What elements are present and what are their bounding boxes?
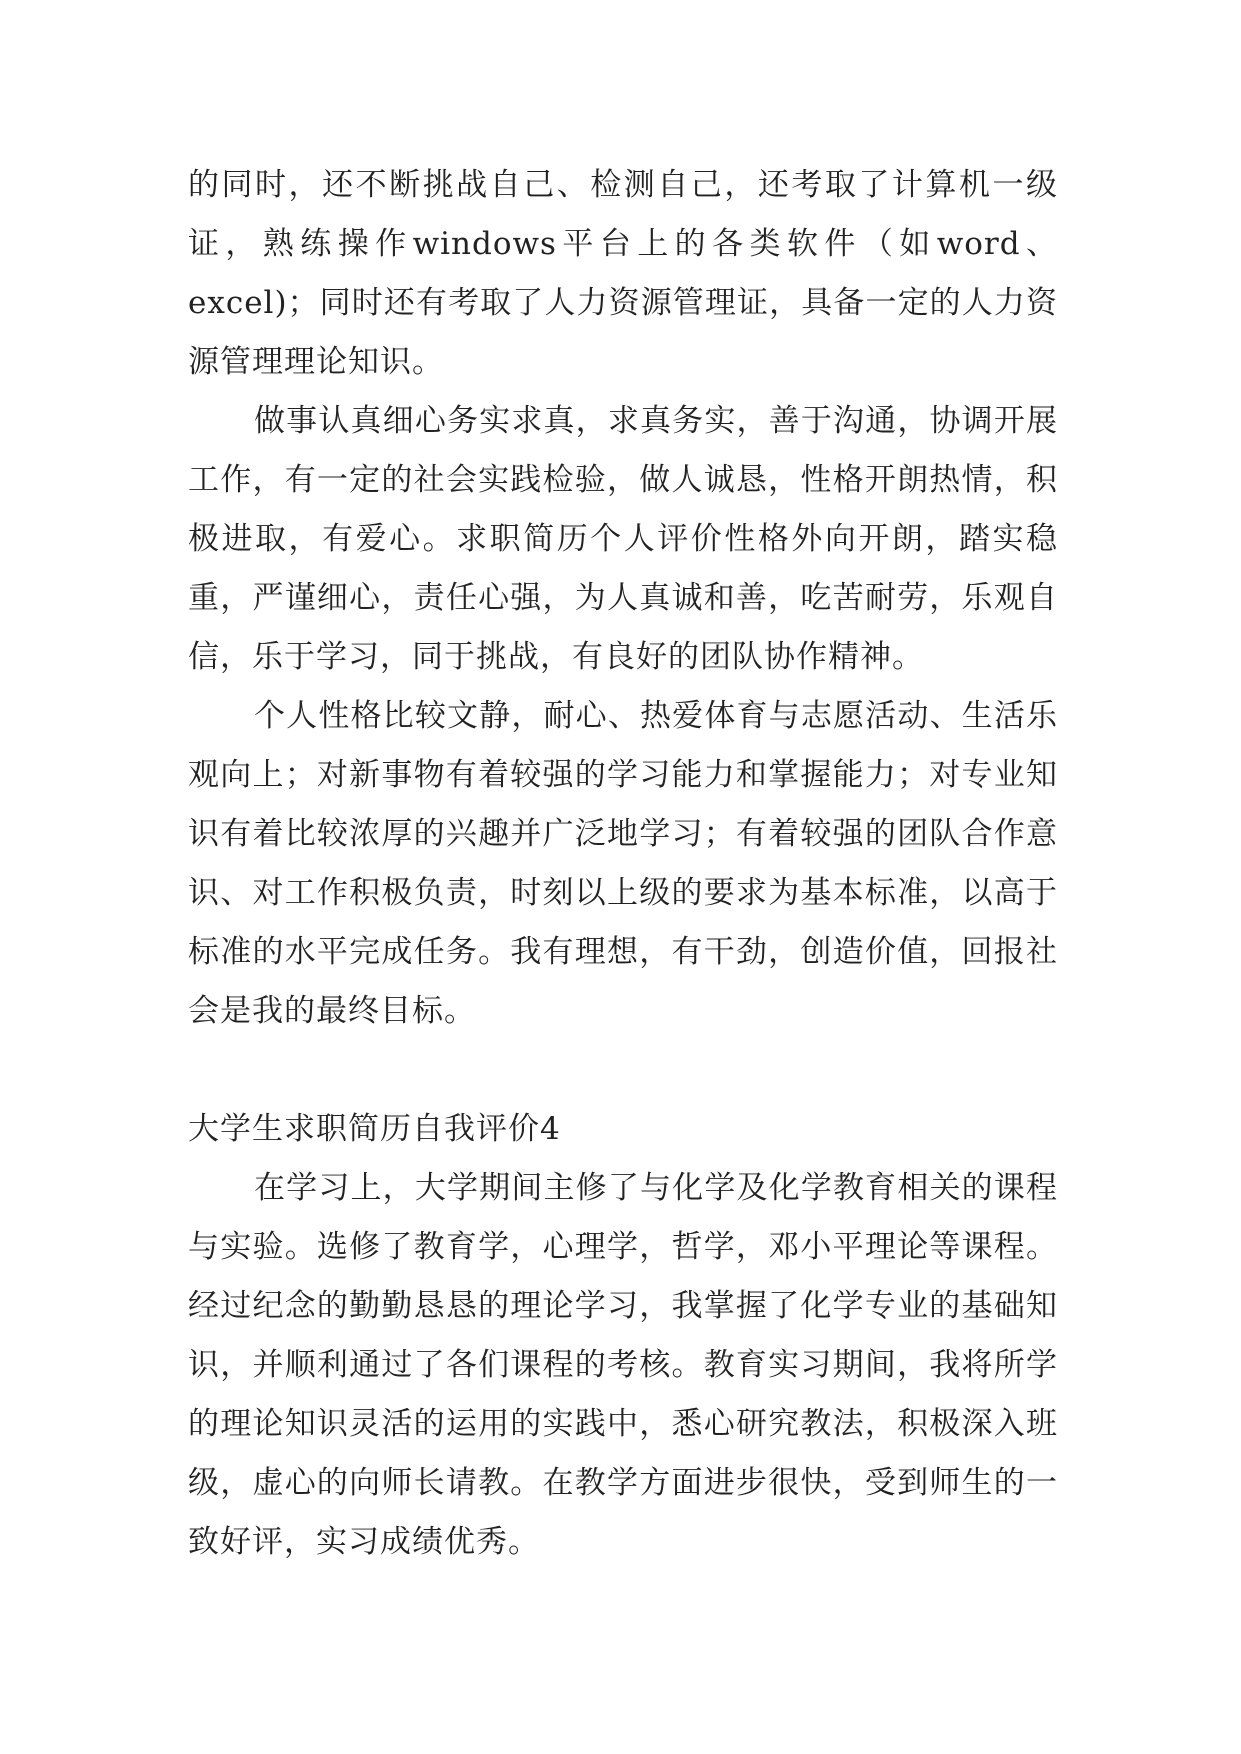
paragraph-study-internship: 在学习上，大学期间主修了与化学及化学教育相关的课程与实验。选修了教育学，心理学，哲学，邓小平理论等课程。经过纪念的勤勤恳恳的理论学习，我掌握了化学专业的基础知识，并顺利通过了各们课程的考核。教育实习期间，我将所学的理论知识灵活的运用的实践中，悉心研究教法，积极深入班级，虚心的向师长请教。在教学方面进步很快，受到师生的一致好评，实习成绩优秀。 [188, 1170, 1058, 1560]
paragraph-skills-certificates: 的同时，还不断挑战自己、检测自己，还考取了计算机一级证，熟练操作windows平台上的各类软件（如word、excel)；同时还有考取了人力资源管理证，具备一定的人力资源管理理论知识。 [188, 167, 1058, 380]
section-heading: 大学生求职简历自我评价4 [188, 1111, 561, 1147]
document-body [188, 156, 1058, 1572]
paragraph-work-attitude: 做事认真细心务实求真，求真务实，善于沟通，协调开展工作，有一定的社会实践检验，做人诚恳，性格开朗热情，积极进取，有爱心。求职简历个人评价性格外向开朗，踏实稳重，严谨细心，责任心强，为人真诚和善，吃苦耐劳，乐观自信，乐于学习，同于挑战，有良好的团队协作精神。 [188, 403, 1058, 675]
paragraph-personality: 个人性格比较文静，耐心、热爱体育与志愿活动、生活乐观向上；对新事物有着较强的学习能力和掌握能力；对专业知识有着比较浓厚的兴趣并广泛地学习；有着较强的团队合作意识、对工作积极负责，时刻以上级的要求为基本标准，以高于标准的水平完成任务。我有理想，有干劲，创造价值，回报社会是我的最终目标。 [188, 698, 1058, 1029]
